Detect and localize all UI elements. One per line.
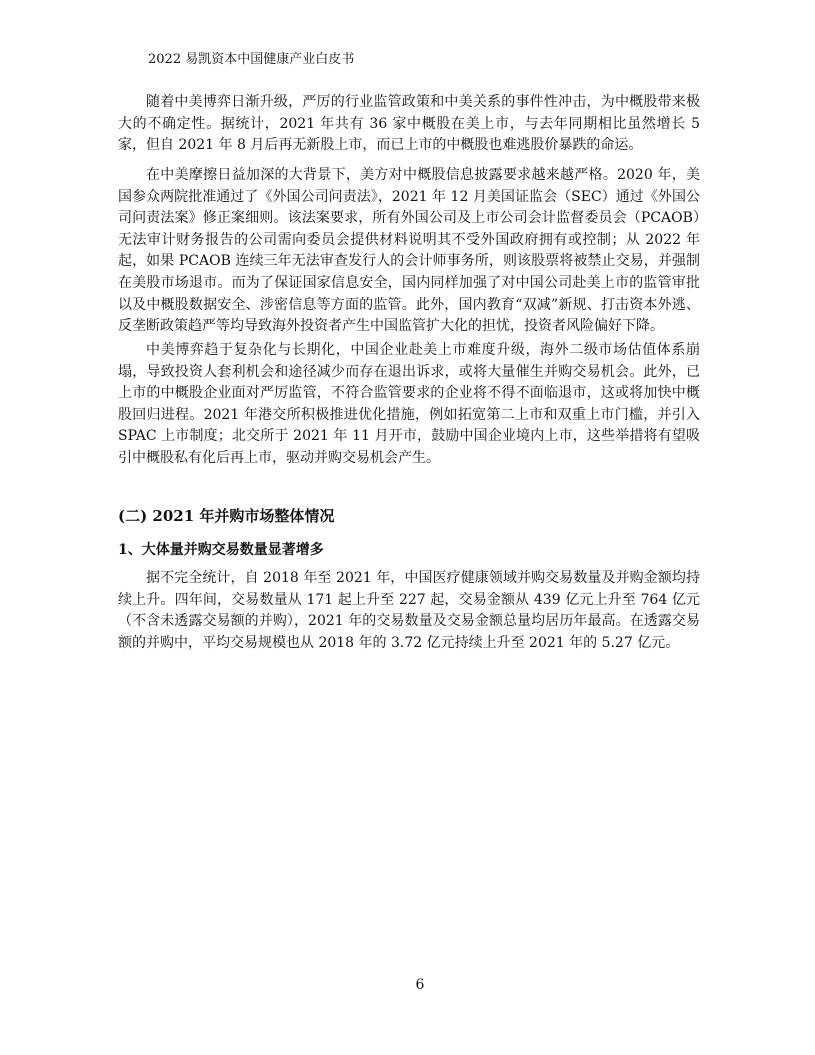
body-paragraph: 在中美摩擦日益加深的大背景下，美方对中概股信息披露要求越来越严格。2020 年，美国参众两院批准通过了《外国公司问责法》，2021 年 12 月美国证监会（SEC）通过《外国公司问责法案》修正案细则。该法案要求，所有外国公司及上市公司会计监督委员会（PCAOB）无法审计财务报告的公司需向委员会提供材料说明其不受外国政府拥有或控制；从 2022 年起，如果 PCAOB 连续三年无法审查发行人的会计师事务所，则该股票将被禁止交易，并强制在美股市场退市。而为了保证国家信息安全，国内同样加强了对中国公司赴美上市的监管审批以及中概股数据安全、涉密信息等方面的监管。此外，国内教育“双减”新规、打击资本外逃、反垄断政策趋严等均导致海外投资者产生中国监管扩大化的担忧，投资者风险偏好下降。: [118, 167, 700, 335]
section-heading: (二) 2021 年并购市场整体情况: [118, 507, 335, 525]
body-paragraph: 据不完全统计，自 2018 年至 2021 年，中国医疗健康领域并购交易数量及并购金额均持续上升。四年间，交易数量从 171 起上升至 227 起，交易金额从 439 亿元上升至 764 亿元（不含未透露交易额的并购），2021 年的交易数量及交易金额总量均居历年最高。在透露交易额的并购中，平均交易规模也从 2018 年的 3.72 亿元持续上升至 2021 年的 5.27 亿元。: [118, 570, 700, 651]
body-paragraph: 随着中美博弈日渐升级，严厉的行业监管政策和中美关系的事件性冲击，为中概股带来极大的不确定性。据统计，2021 年共有 36 家中概股在美上市，与去年同期相比虽然增长 5 家，但自 2021 年 8 月后再无新股上市，而已上市的中概股也难逃股价暴跌的命运。: [118, 94, 700, 154]
running-header: 2022 易凯资本中国健康产业白皮书: [148, 52, 355, 67]
page-number: 6: [415, 977, 425, 993]
sub-heading: 1、大体量并购交易数量显著增多: [118, 542, 324, 558]
body-paragraph: 中美博弈趋于复杂化与长期化，中国企业赴美上市难度升级，海外二级市场估值体系崩塌，导致投资人套利机会和途径减少而存在退出诉求，或将大量催生并购交易机会。此外，已上市的中概股企业面对严厉监管，不符合监管要求的企业将不得不面临退市，这或将加快中概股回归进程。2021 年港交所积极推进优化措施，例如拓宽第二上市和双重上市门槛，并引入 SPAC 上市制度；北交所于 2021 年 11 月开市，鼓励中国企业境内上市，这些举措将有望吸引中概股私有化后再上市，驱动并购交易机会产生。: [118, 342, 700, 466]
